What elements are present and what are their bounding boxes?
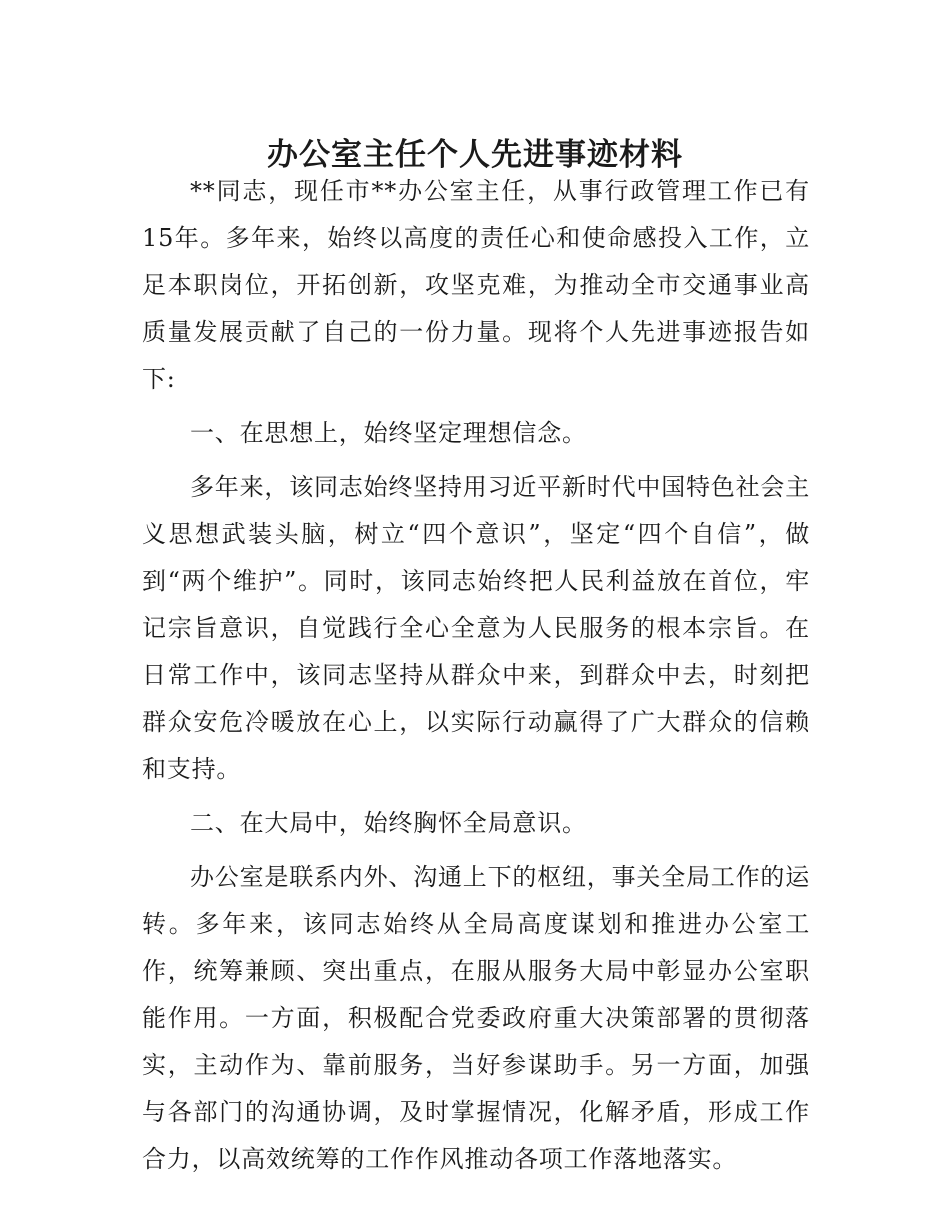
section-heading-2: 二、在大局中，始终胸怀全局意识。 xyxy=(190,809,587,837)
intro-paragraph: **同志，现任市**办公室主任，从事行政管理工作已有15年。多年来，始终以高度的责任心和使命感投入工作，立足本职岗位，开拓创新，攻坚克难，为推动全市交通事业高质量发展贡献了自己的一份力量。现将个人先进事迹报告如下: xyxy=(142,177,810,393)
section-2-paragraph: 办公室是联系内外、沟通上下的枢纽，事关全局工作的运转。多年来，该同志始终从全局高度谋划和推进办公室工作，统筹兼顾、突出重点，在服从服务大局中彰显办公室职能作用。一方面，积极配合党委政府重大决策部署的贯彻落实，主动作为、靠前服务，当好参谋助手。另一方面，加强与各部门的沟通协调，及时掌握情况，化解矛盾，形成工作合力，以高效统筹的工作作风推动各项工作落地落实。 xyxy=(142,863,810,1173)
document-body xyxy=(142,168,810,1183)
section-1-paragraph: 多年来，该同志始终坚持用习近平新时代中国特色社会主义思想武装头脑，树立“四个意识”，坚定“四个自信”，做到“两个维护”。同时，该同志始终把人民利益放在首位，牢记宗旨意识，自觉践行全心全意为人民服务的根本宗旨。在日常工作中，该同志坚持从群众中来，到群众中去，时刻把群众安危冷暖放在心上，以实际行动赢得了广大群众的信赖和支持。 xyxy=(142,473,810,783)
document-title: 办公室主任个人先进事迹材料 xyxy=(267,136,683,173)
section-heading-1: 一、在思想上，始终坚定理想信念。 xyxy=(190,419,587,447)
